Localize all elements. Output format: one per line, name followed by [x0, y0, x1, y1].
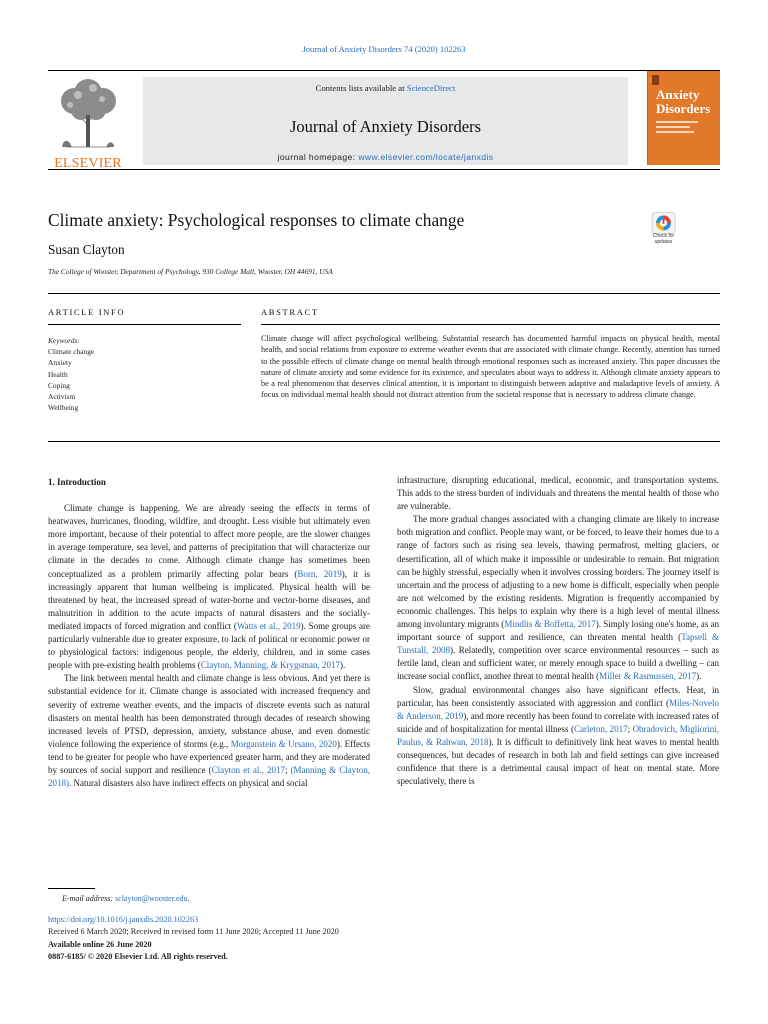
citation-link[interactable]: Obradovich, Migliorini, Paulus, & Rahwan, 2018: [397, 723, 719, 747]
journal-homepage-link[interactable]: www.elsevier.com/locate/janxdis: [358, 152, 494, 162]
body-text: ). Relatedly, competition over scarce environmental resources – such as fertile land, clean and sufficient water, or merely enough space to build a dwelling – can increase social conflict, another threat to mental health (: [397, 645, 719, 682]
citation-link[interactable]: Born, 2019: [297, 568, 342, 579]
email-end: .: [187, 894, 190, 903]
body-text: ). Effects tend to be greater for people who have experienced greater harm, and they are moderated by sources of social support and resilience (: [48, 738, 370, 775]
article-info-heading: ARTICLE INFO: [48, 307, 126, 317]
article-title: Climate anxiety: Psychological responses to climate change: [48, 210, 465, 230]
cover-title-line1: Anxiety: [656, 87, 700, 102]
keyword: Wellbeing: [48, 403, 79, 413]
body-paragraph: [397, 474, 719, 513]
body-text: ), it is increasingly apparent that human wellbeing is implicated. Physical health will be threatened by heat, the increased spread of water-borne and vector-borne diseases, and malnutrition in addition to the acute impacts of natural disasters and the socially-mediated impacts of forced migration and conflict (: [48, 568, 370, 631]
homepage-prefix: journal homepage:: [277, 152, 359, 162]
keyword: Anxiety: [48, 358, 72, 368]
author-affiliation: The College of Wooster, Department of Psychology, 930 College Mall, Wooster, OH 44691, USA: [48, 267, 333, 276]
body-paragraph: [397, 513, 719, 683]
abstract-text: Climate change will affect psychological wellbeing. Substantial research has documented harmful impacts on physical health, mental health, and social relations from exposure to extreme weather events that are associated with climate change. Recently, attention has turned to the possible effects of climate change on mental health through emotional responses such as increased anxiety. This paper discusses the nature of climate anxiety and some evidence for its existence, and speculates about ways to address it. Although climate anxiety appears to be a real phenomenon that deserves clinical attention, it is important to distinguish between adaptive and maladaptive levels of anxiety. A focus on individual mental health should not distract attention from the societal response that is necessary to address climate change.: [261, 334, 720, 400]
cover-subtitle-rule: [656, 131, 694, 133]
footnote-divider: [48, 888, 95, 889]
section-heading-introduction: 1. Introduction: [48, 477, 106, 487]
citation-link[interactable]: Mindlis & Boffetta, 2017: [504, 619, 596, 630]
citation-link[interactable]: Clayton et al., 2017: [211, 764, 285, 775]
body-column-left: [48, 474, 370, 790]
body-text: ).: [339, 660, 346, 671]
citation-link[interactable]: Miller & Rasmussen, 2017: [599, 671, 697, 682]
keywords-list: [48, 335, 94, 413]
body-text: ). Simply losing one's home, as an important source of support and resilience, can threaten mental health (: [397, 619, 719, 643]
body-text: The link between mental health and climate change is less obvious. And yet there is substantial evidence for it. Climate change is associated with increased frequency and severity of extreme weather events, and the impacts of discrete events such as natural disasters on mental health has been demonstrated through decades of research showing increased levels of PTSD, depression, anxiety, substance abuse, and even domestic violence following the experience of storms (e.g.,: [48, 673, 370, 749]
elsevier-tree-logo[interactable]: [48, 77, 128, 171]
keyword: Activism: [48, 392, 76, 402]
body-text: ), and more recently has been found to correlate with increased rates of suicide and of hospitalization for mental illness (: [397, 710, 719, 734]
cover-title-line2: Disorders: [656, 101, 711, 116]
body-paragraph: [397, 684, 719, 789]
citation-link[interactable]: Clayton, Manning, & Krygsman, 2017: [200, 660, 340, 671]
citation-link[interactable]: Tapsell & Tunstall, 2008: [397, 632, 719, 656]
body-text: infrastructure, disrupting educational, medical, economic, and transportation systems. This adds to the stress burden of individuals and threatens the mental health of those who are vulnerable.: [397, 475, 719, 512]
divider: [48, 441, 720, 442]
keyword: Coping: [48, 380, 70, 390]
journal-homepage-line: [143, 152, 628, 162]
email-footnote: [62, 894, 190, 903]
body-text: The more gradual changes associated with a changing climate are likely to increase both migration and conflict. People may want, or be forced, to leave their homes due to a range of factors such as rising sea levels, thawing permafrost, melting glaciers, or desertification, all of which make it impossible or undesirable to remain. But migration can be highly stressful, especially when it involves crossing borders. The journey itself is uncertain and the process of adjusting to a new home is difficult, especially when people are not welcomed by the existing residents. Migration is frequently accompanied by economic challenges. This helps to explain why there is a high level of mental illness among involuntary migrants (: [397, 514, 719, 630]
body-text: . Natural disasters also have indirect effects on physical and social: [69, 778, 308, 789]
journal-title: Journal of Anxiety Disorders: [289, 117, 482, 136]
body-column-right: [397, 474, 719, 788]
received-dates: Received 6 March 2020; Received in revised form 11 June 2020; Accepted 11 June 2020: [48, 927, 339, 937]
journal-cover-thumbnail[interactable]: [647, 71, 720, 165]
body-text: ;: [627, 723, 633, 734]
body-text: ). It is difficult to definitively link heat waves to mental health consequences, but decades of research in both lab and field settings can give increased confidence that there is a detrimental causal impact of heat on mental state. More speculatively, there is: [397, 736, 719, 787]
author-email-link[interactable]: sclayton@wooster.edu: [115, 894, 188, 903]
divider: [48, 293, 720, 294]
body-paragraph: [48, 502, 370, 672]
divider: [261, 324, 720, 325]
cover-publisher-mark-icon: [652, 75, 659, 85]
author-name[interactable]: Susan Clayton: [48, 242, 125, 257]
divider: [48, 324, 241, 325]
article-metadata-footer: [48, 914, 339, 964]
keyword: Climate change: [48, 347, 95, 357]
body-paragraph: [48, 672, 370, 790]
doi-link[interactable]: https://doi.org/10.1016/j.janxdis.2020.102263: [48, 915, 199, 924]
check-updates-icon: [646, 212, 681, 234]
check-for-updates-badge[interactable]: [646, 212, 681, 248]
sciencedirect-link[interactable]: ScienceDirect: [406, 83, 456, 93]
keyword: Health: [48, 369, 68, 379]
abstract-heading: ABSTRACT: [261, 307, 319, 317]
journal-masthead: [48, 70, 720, 170]
keywords-label: Keywords:: [48, 336, 80, 345]
body-text: ). Some groups are particularly vulnerable due to greater exposure, to lack of political or economic power or to physiological factors: indigenous people, the elderly, children, and in some cases people with pre-existing health problems (: [48, 620, 370, 671]
body-text: ;: [284, 764, 291, 775]
email-label: E-mail address:: [62, 894, 116, 903]
body-text: Slow, gradual environmental changes also have significant effects. Heat, in particular, has been consistently associated with aggression and conflict (: [397, 684, 719, 708]
journal-banner: [143, 77, 628, 165]
citation-link[interactable]: (Manning & Clayton, 2018): [48, 764, 371, 789]
available-online-date: Available online 26 June 2020: [48, 939, 152, 949]
elsevier-wordmark: ELSEVIER: [54, 156, 122, 171]
citation-link[interactable]: Morganstein & Ursano, 2020: [230, 738, 337, 749]
contents-available-line: [143, 83, 628, 93]
citation-link[interactable]: Carleton, 2017: [573, 723, 628, 734]
cover-subtitle-rule: [656, 126, 690, 128]
body-text: Climate change is happening. We are already seeing the effects in terms of heatwaves, hurricanes, flooding, wildfire, and drought. Less visible but ultimately even more important, because of their potential to affect more people, are the slower changes in average temperature, sea level, and patterns of precipitation that will characterize our climate in the decades to come. Although climate change has sometimes been conceptualized as a problem primarily affecting polar bears (: [48, 503, 370, 579]
citation-link[interactable]: Miles-Novelo & Anderson, 2019: [397, 697, 719, 721]
journal-citation-link[interactable]: Journal of Anxiety Disorders 74 (2020) 102263: [302, 44, 466, 54]
check-updates-label: Check for updates: [652, 233, 675, 245]
cover-subtitle-rule: [656, 121, 698, 123]
citation-link[interactable]: Watts et al., 2019: [236, 620, 301, 631]
contents-prefix: Contents lists available at: [315, 83, 407, 93]
copyright-notice: 0887-6185/ © 2020 Elsevier Ltd. All rights reserved.: [48, 952, 228, 962]
body-text: ).: [696, 671, 702, 682]
